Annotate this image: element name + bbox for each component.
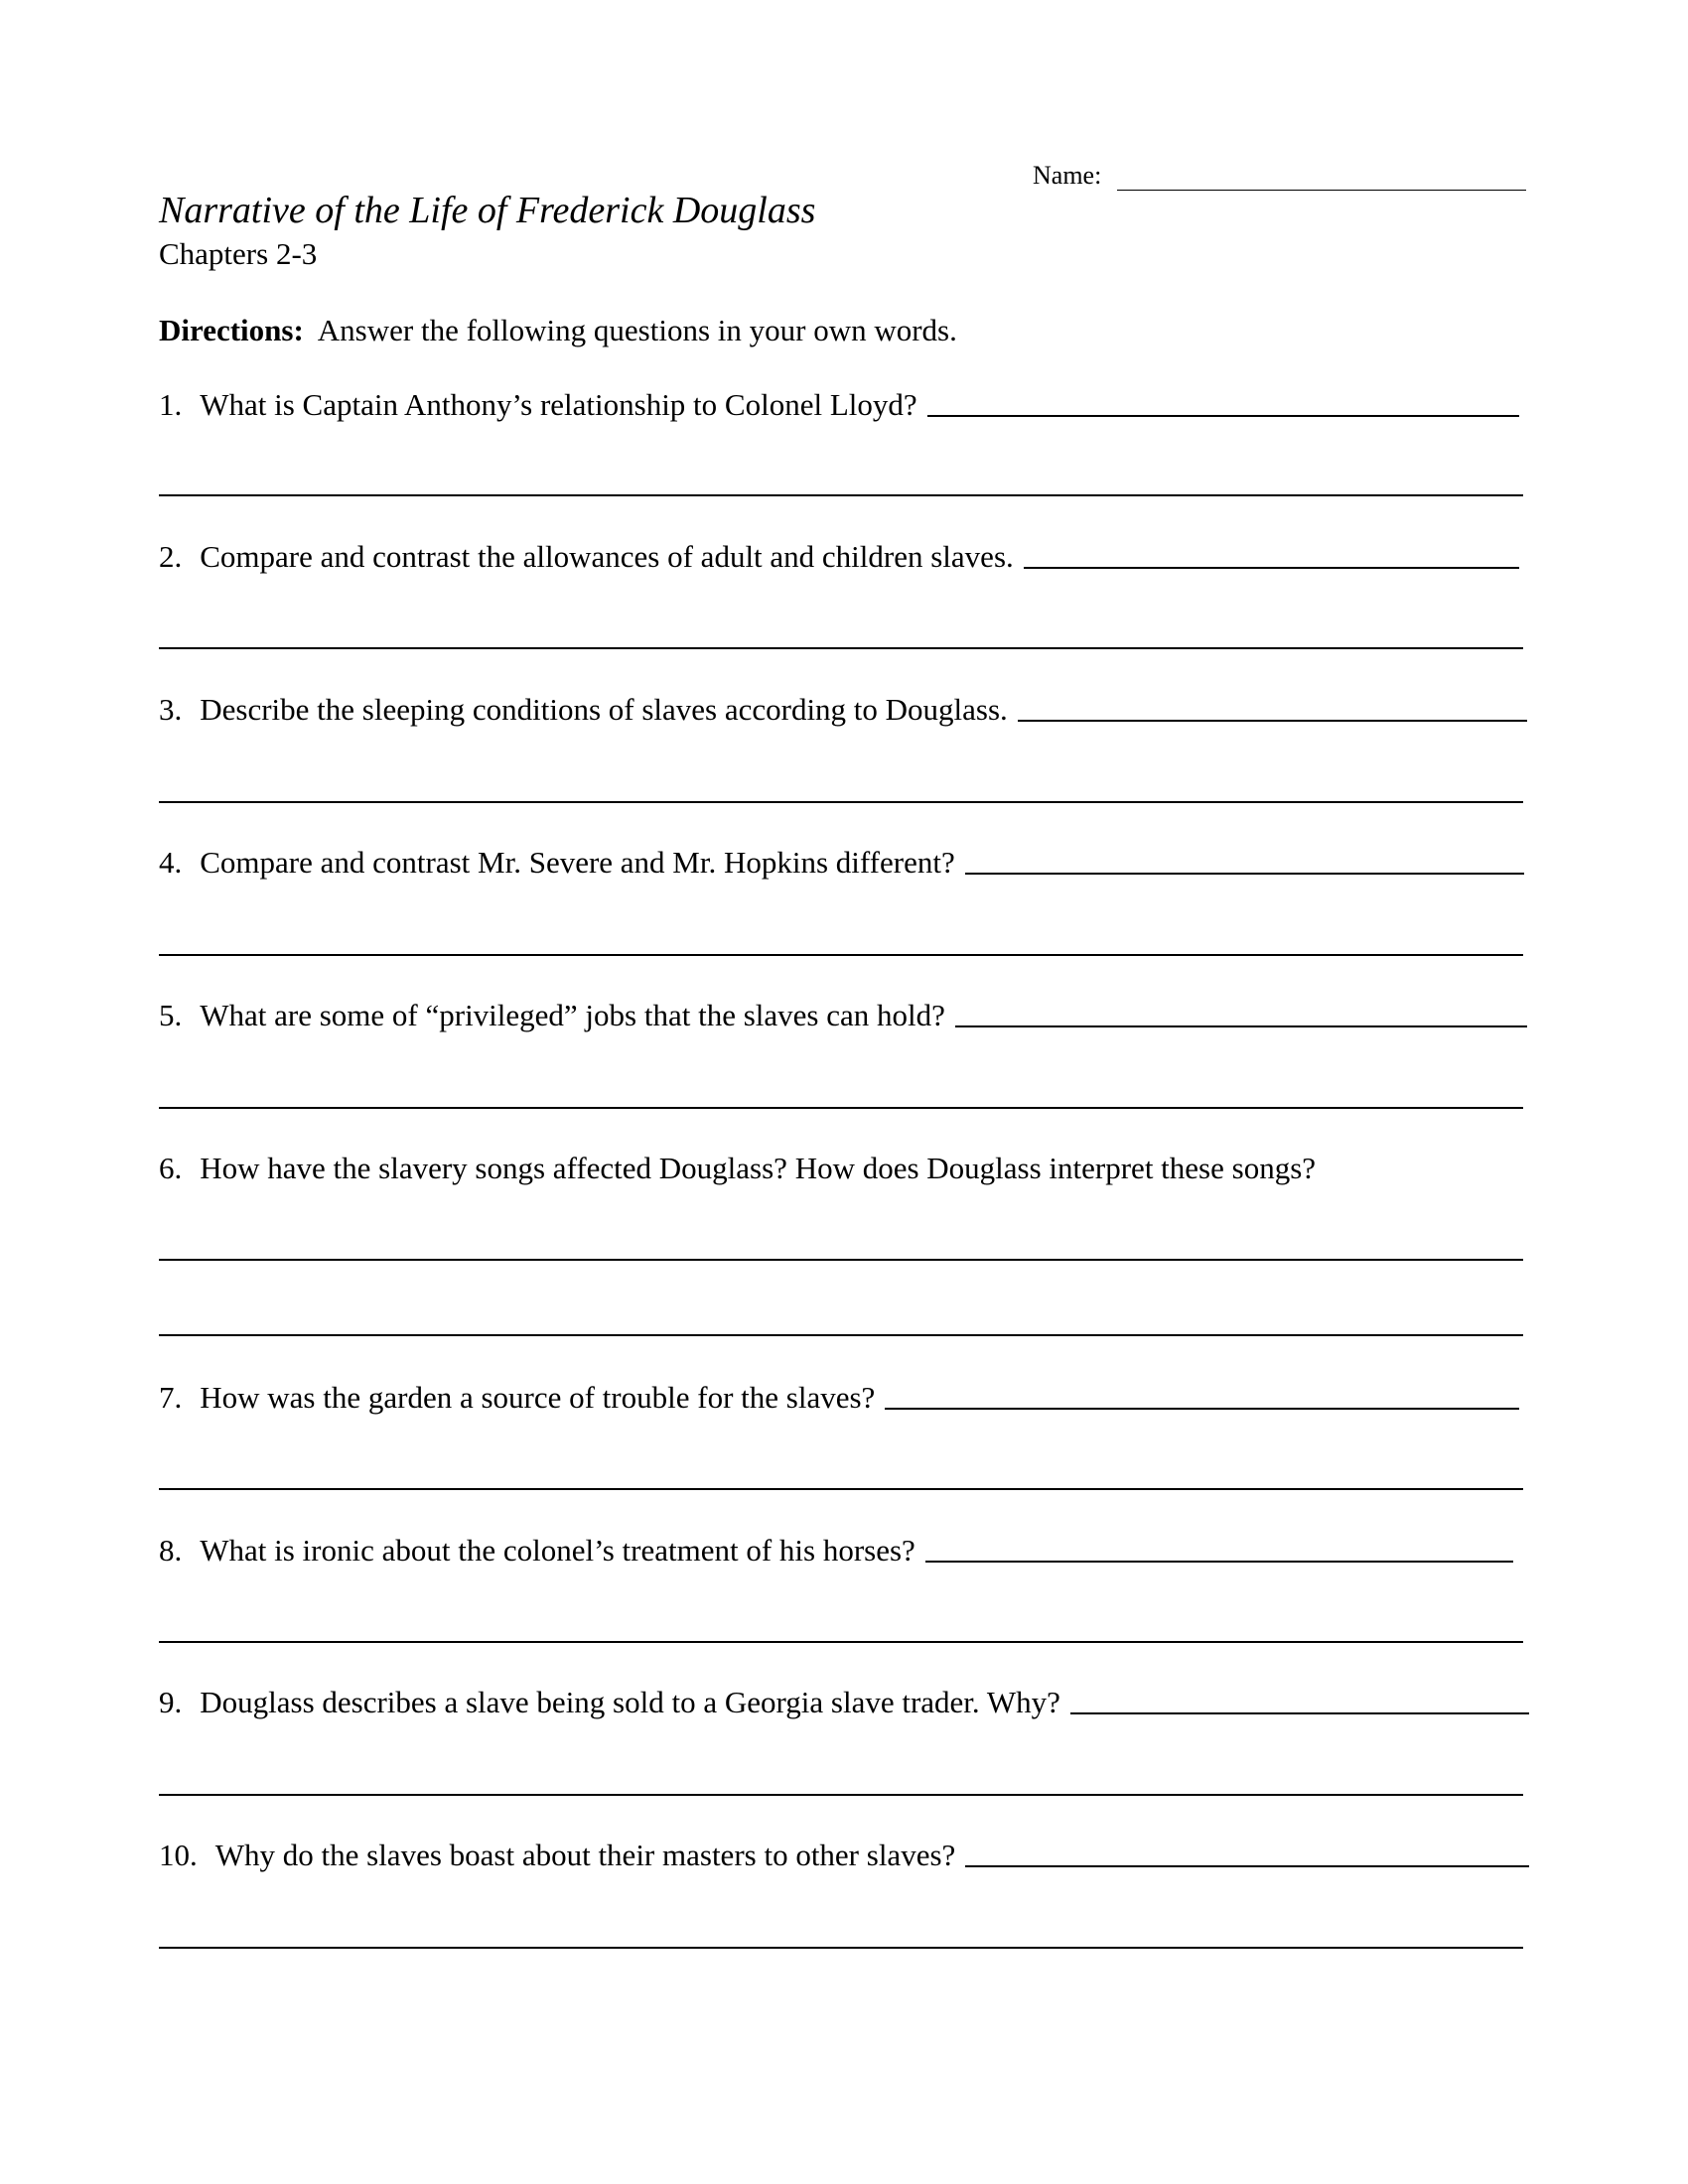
directions-text: Answer the following questions in your own words. [317, 313, 957, 347]
question-text: How was the garden a source of trouble for the slaves? [200, 1380, 876, 1415]
question-2 [159, 539, 1519, 575]
question-text: Compare and contrast the allowances of adult and children slaves. [200, 539, 1014, 574]
question-number: 4. [159, 845, 183, 880]
answer-blank[interactable] [965, 1845, 1529, 1867]
question-3 [159, 692, 1527, 728]
question-text: Douglass describes a slave being sold to a Georgia slave trader. Why? [200, 1685, 1060, 1719]
question-number: 5. [159, 998, 183, 1032]
answer-line[interactable] [159, 801, 1523, 803]
question-text: Describe the sleeping conditions of slaves according to Douglass. [200, 692, 1008, 727]
answer-line[interactable] [159, 494, 1523, 496]
answer-line[interactable] [159, 1488, 1523, 1490]
answer-blank[interactable] [925, 1541, 1513, 1563]
question-number: 7. [159, 1380, 183, 1415]
answer-blank[interactable] [965, 853, 1524, 875]
name-blank-line[interactable] [1117, 168, 1526, 191]
question-number: 10. [159, 1838, 198, 1872]
question-1 [159, 387, 1519, 423]
question-6 [159, 1151, 1316, 1186]
question-text: Compare and contrast Mr. Severe and Mr. Hopkins different? [200, 845, 955, 880]
directions-label: Directions: [159, 313, 304, 347]
question-text: What are some of “privileged” jobs that the slaves can hold? [200, 998, 945, 1032]
question-7 [159, 1380, 1519, 1416]
answer-blank[interactable] [885, 1388, 1519, 1410]
question-8 [159, 1533, 1513, 1569]
question-number: 9. [159, 1685, 183, 1719]
answer-blank[interactable] [927, 395, 1519, 417]
answer-line[interactable] [159, 1794, 1523, 1796]
question-text: What is Captain Anthony’s relationship to Colonel Lloyd? [200, 387, 917, 422]
answer-line[interactable] [159, 954, 1523, 956]
directions [159, 313, 957, 348]
name-field[interactable] [1033, 161, 1526, 191]
name-label: Name: [1033, 161, 1102, 190]
question-number: 6. [159, 1151, 183, 1185]
answer-blank[interactable] [955, 1006, 1527, 1027]
question-number: 1. [159, 387, 183, 422]
answer-line[interactable] [159, 1334, 1523, 1336]
question-text: What is ironic about the colonel’s treatment of his horses? [200, 1533, 915, 1568]
question-number: 2. [159, 539, 183, 574]
answer-blank[interactable] [1070, 1693, 1529, 1714]
question-number: 8. [159, 1533, 183, 1568]
answer-line[interactable] [159, 1259, 1523, 1261]
answer-line[interactable] [159, 1947, 1523, 1949]
question-number: 3. [159, 692, 183, 727]
answer-blank[interactable] [1024, 547, 1519, 569]
question-4 [159, 845, 1524, 881]
question-text: Why do the slaves boast about their masters to other slaves? [214, 1838, 956, 1872]
question-5 [159, 998, 1527, 1033]
chapters-subtitle: Chapters 2-3 [159, 236, 318, 271]
answer-line[interactable] [159, 1641, 1523, 1643]
answer-blank[interactable] [1018, 700, 1527, 722]
question-10 [159, 1838, 1529, 1873]
answer-line[interactable] [159, 1107, 1523, 1109]
answer-line[interactable] [159, 647, 1523, 649]
question-text: How have the slavery songs affected Douglass? How does Douglass interpret these songs? [200, 1151, 1317, 1185]
question-9 [159, 1685, 1529, 1720]
worksheet-title: Narrative of the Life of Frederick Douglass [159, 190, 816, 231]
